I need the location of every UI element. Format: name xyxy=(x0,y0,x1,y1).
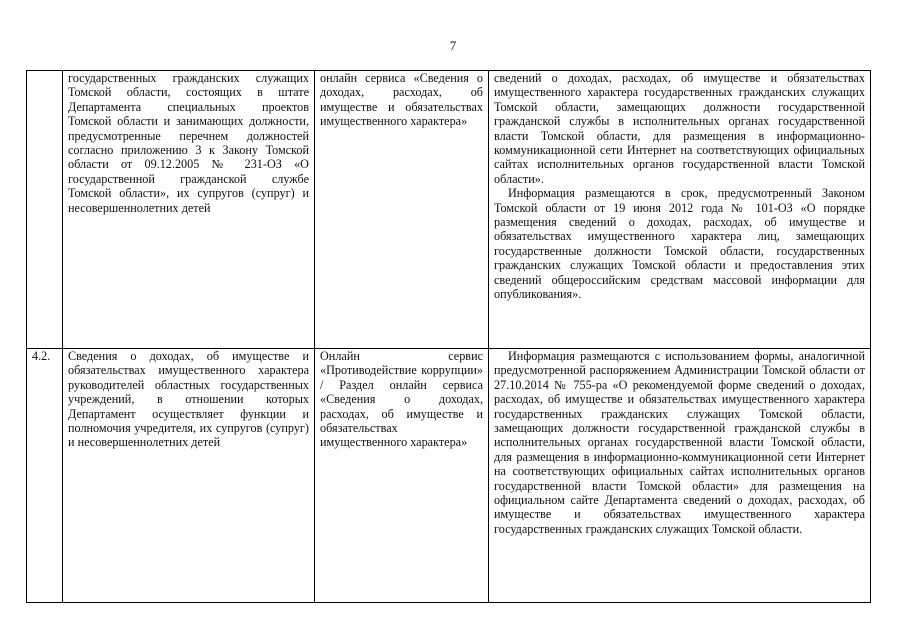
subject-cell xyxy=(63,71,315,349)
info-cell xyxy=(489,71,871,349)
subject-text: государственных гражданских служащих Томской области, состоящих в штате Департамента специальных проектов Томской области и занимающих должности, предусмотренные перечнем должностей согласно приложению 3 к Закону Томской области от 09.12.2005 № 231-ОЗ «О государственной гражданской службе Томской области», их супругов (супруг) и несовершеннолетних детей xyxy=(68,71,309,215)
info-paragraph: Информация размещаются с использованием формы, аналогичной предусмотренной распоряжением Администрации Томской области от 27.10.2014 № 755-ра «О рекомендуемой форме сведений о доходах, расходах, об имуществе и обязательствах имущественного характера государственных гражданских служащих Томской области, замещающих должности государственной гражданской службы в исполнительных органах государственной власти Томской области, для размещения в информационно-коммуникационной сети Интернет на соответствующих официальных сайтах исполнительных органов государственной власти Томской области» для размещения на официальном сайте Департамента сведений о доходах, расходах, об имуществе и обязательствах имущественного характера государственных гражданских служащих Томской области. xyxy=(494,349,865,536)
page-number: 7 xyxy=(449,38,457,53)
table-row xyxy=(27,71,871,349)
row-number-cell: 4.2. xyxy=(27,349,63,603)
info-cell xyxy=(489,349,871,603)
row-number-cell xyxy=(27,71,63,349)
subject-text: Сведения о доходах, об имуществе и обязательствах имущественного характера руководителей областных государственных учреждений, в отношении которых Департамент осуществляет функции и полномочия учредителя, их супругов (супруг) и несовершеннолетних детей xyxy=(68,349,309,450)
service-cell xyxy=(315,349,489,603)
table-row xyxy=(27,349,871,603)
info-paragraph: сведений о доходах, расходах, об имуществе и обязательствах имущественного характера государственных гражданских служащих Томской области, замещающих должности государственной гражданской службы в исполнительных органах государственной власти Томской области, для размещения в информационно-коммуникационной сети Интернет на соответствующих официальных сайтах исполнительных органов государственной власти Томской области». xyxy=(494,71,865,186)
disclosure-table xyxy=(26,70,871,603)
info-paragraph: Информация размещаются в срок, предусмотренный Законом Томской области от 19 июня 2012 года № 101-ОЗ «О порядке размещения сведений о доходах, расходах, об имуществе и обязательствах имущественного характера лиц, замещающих государственные должности Томской области, государственных гражданских служащих Томской области и предоставления этих сведений общероссийским средствам массовой информации для опубликования». xyxy=(494,186,865,302)
service-text: онлайн сервиса «Сведения о доходах, расходах, об имуществе и обязательствах имущественного характера» xyxy=(320,71,483,129)
service-text: Онлайн сервис «Противодействие коррупции» / Раздел онлайн сервиса «Сведения о доходах, расходах, об имуществе и обязательствах имущественного характера» xyxy=(320,349,483,450)
service-cell xyxy=(315,71,489,349)
subject-cell xyxy=(63,349,315,603)
